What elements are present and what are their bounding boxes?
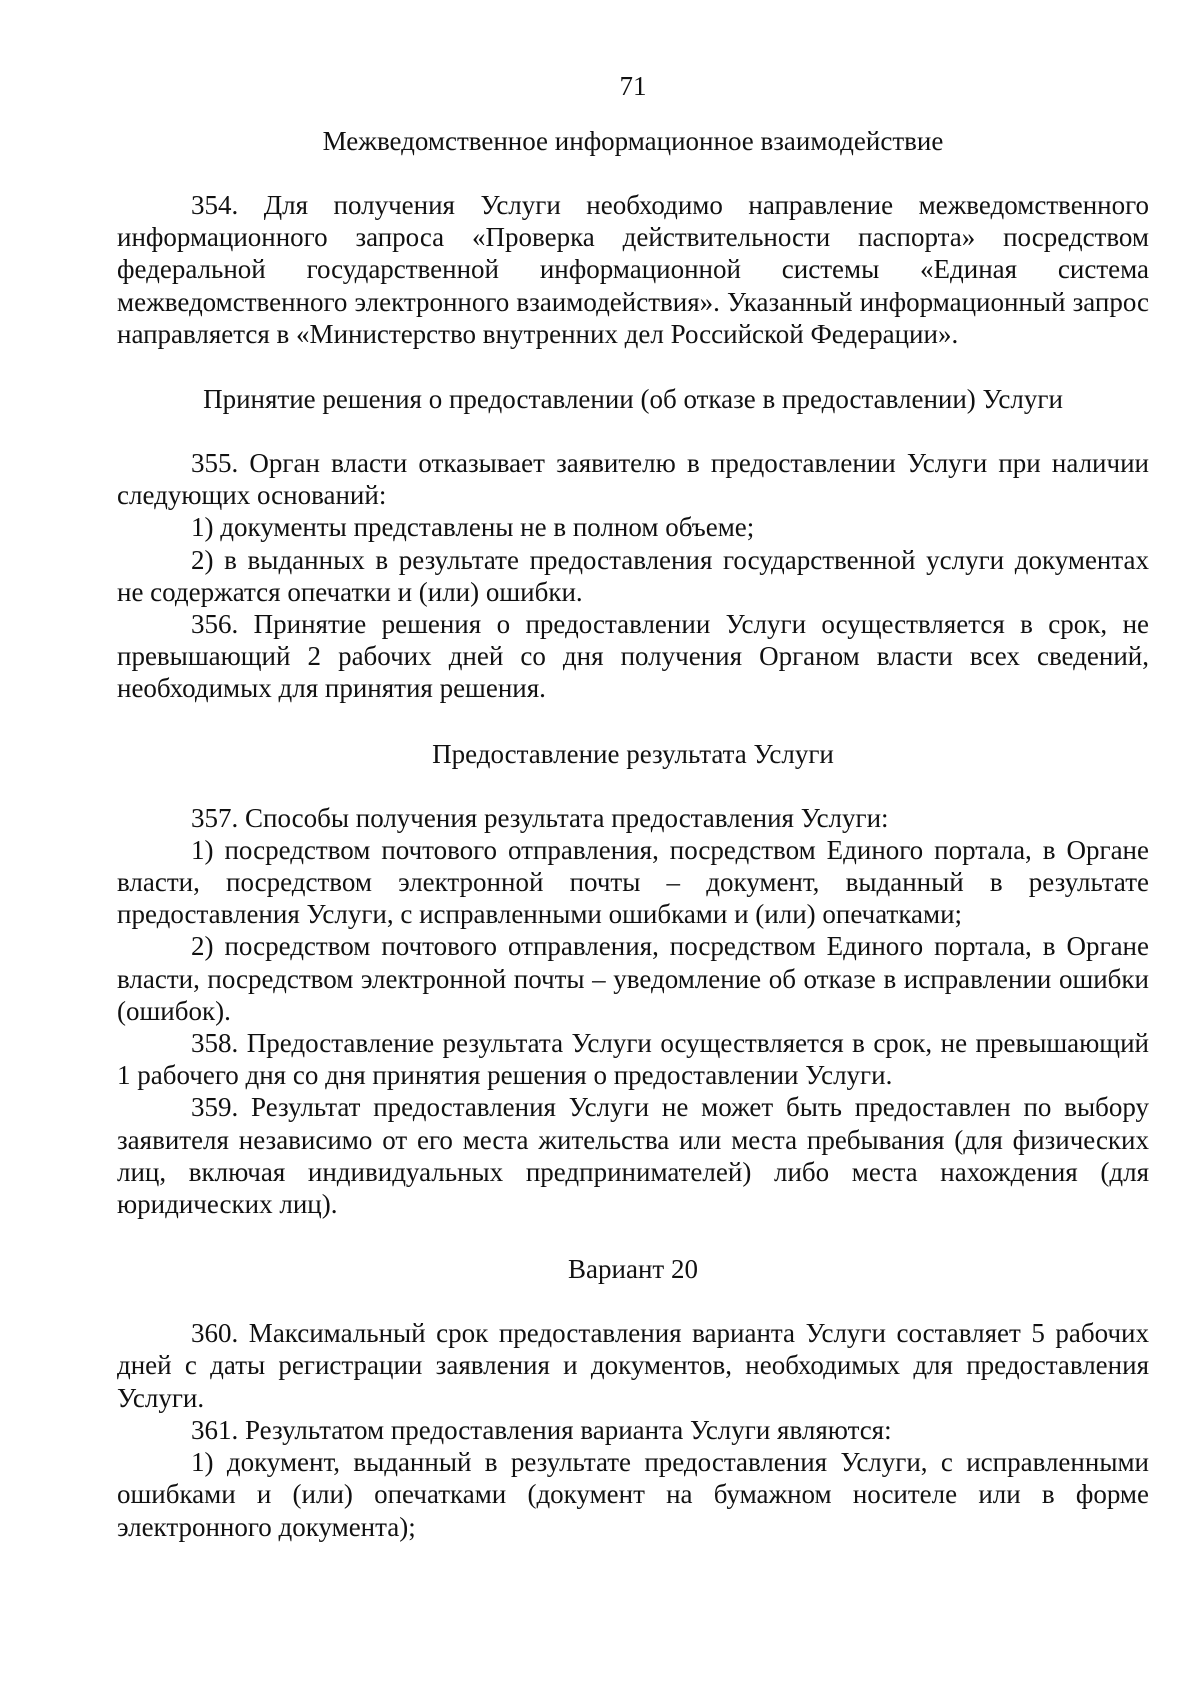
section-heading-result: Предоставление результата Услуги	[432, 738, 834, 769]
paragraph-354: 354. Для получения Услуги необходимо направление межведомственного информационного запроса «Проверка действительности паспорта» посредством федеральной государственной информационной системы «Единая система межведомственного электронного взаимодействия». Указанный информационный запрос направляется в «Министерство внутренних дел Российской Федерации».	[117, 190, 1149, 349]
paragraph-358: 358. Предоставление результата Услуги осуществляется в срок, не превышающий 1 рабочего дня со дня принятия решения о предоставлении Услуги.	[117, 1028, 1149, 1091]
paragraph-355-item-2: 2) в выданных в результате предоставления государственной услуги документах не содержатся опечатки и (или) ошибки.	[117, 544, 1149, 607]
section-heading-variant-20: Вариант 20	[568, 1254, 698, 1285]
paragraph-356: 356. Принятие решения о предоставлении Услуги осуществляется в срок, не превышающий 2 рабочих дней со дня получения Органом власти всех сведений, необходимых для принятия решения.	[117, 609, 1149, 704]
page-number: 71	[619, 71, 647, 101]
paragraph-357: 357. Способы получения результата предоставления Услуги:	[191, 802, 889, 833]
paragraph-355: 355. Орган власти отказывает заявителю в предоставлении Услуги при наличии следующих оснований:	[117, 448, 1149, 511]
spacer	[117, 1220, 1149, 1253]
section-heading-decision: Принятие решения о предоставлении (об отказе в предоставлении) Услуги	[203, 384, 1063, 415]
spacer	[117, 770, 1149, 802]
paragraph-360: 360. Максимальный срок предоставления варианта Услуги составляет 5 рабочих дней с даты регистрации заявления и документов, необходимых для предоставления Услуги.	[117, 1318, 1149, 1413]
paragraph-361: 361. Результатом предоставления варианта Услуги являются:	[191, 1414, 892, 1445]
spacer	[117, 350, 1149, 383]
paragraph-357-item-1: 1) посредством почтового отправления, посредством Единого портала, в Органе власти, посредством электронной почты – документ, выданный в результате предоставления Услуги, с исправленными ошибками и (или) опечатками;	[117, 834, 1149, 930]
paragraph-361-item-1: 1) документ, выданный в результате предоставления Услуги, с исправленными ошибками и (или) опечатками (документ на бумажном носителе или в форме электронного документа);	[117, 1447, 1149, 1542]
paragraph-355-item-1: 1) документы представлены не в полном объеме;	[191, 512, 755, 543]
section-heading-interagency: Межведомственное информационное взаимодействие	[322, 126, 944, 156]
spacer	[117, 415, 1149, 447]
paragraph-359: 359. Результат предоставления Услуги не может быть предоставлен по выбору заявителя независимо от его места жительства или места пребывания (для физических лиц, включая индивидуальных предпринимателей) либо места нахождения (для юридических лиц).	[117, 1092, 1149, 1220]
document-body	[117, 70, 1149, 1543]
paragraph-357-item-2: 2) посредством почтового отправления, посредством Единого портала, в Органе власти, посредством электронной почты – уведомление об отказе в исправлении ошибки (ошибок).	[117, 931, 1149, 1026]
spacer	[117, 157, 1149, 189]
spacer	[117, 705, 1149, 738]
spacer	[117, 1285, 1149, 1317]
